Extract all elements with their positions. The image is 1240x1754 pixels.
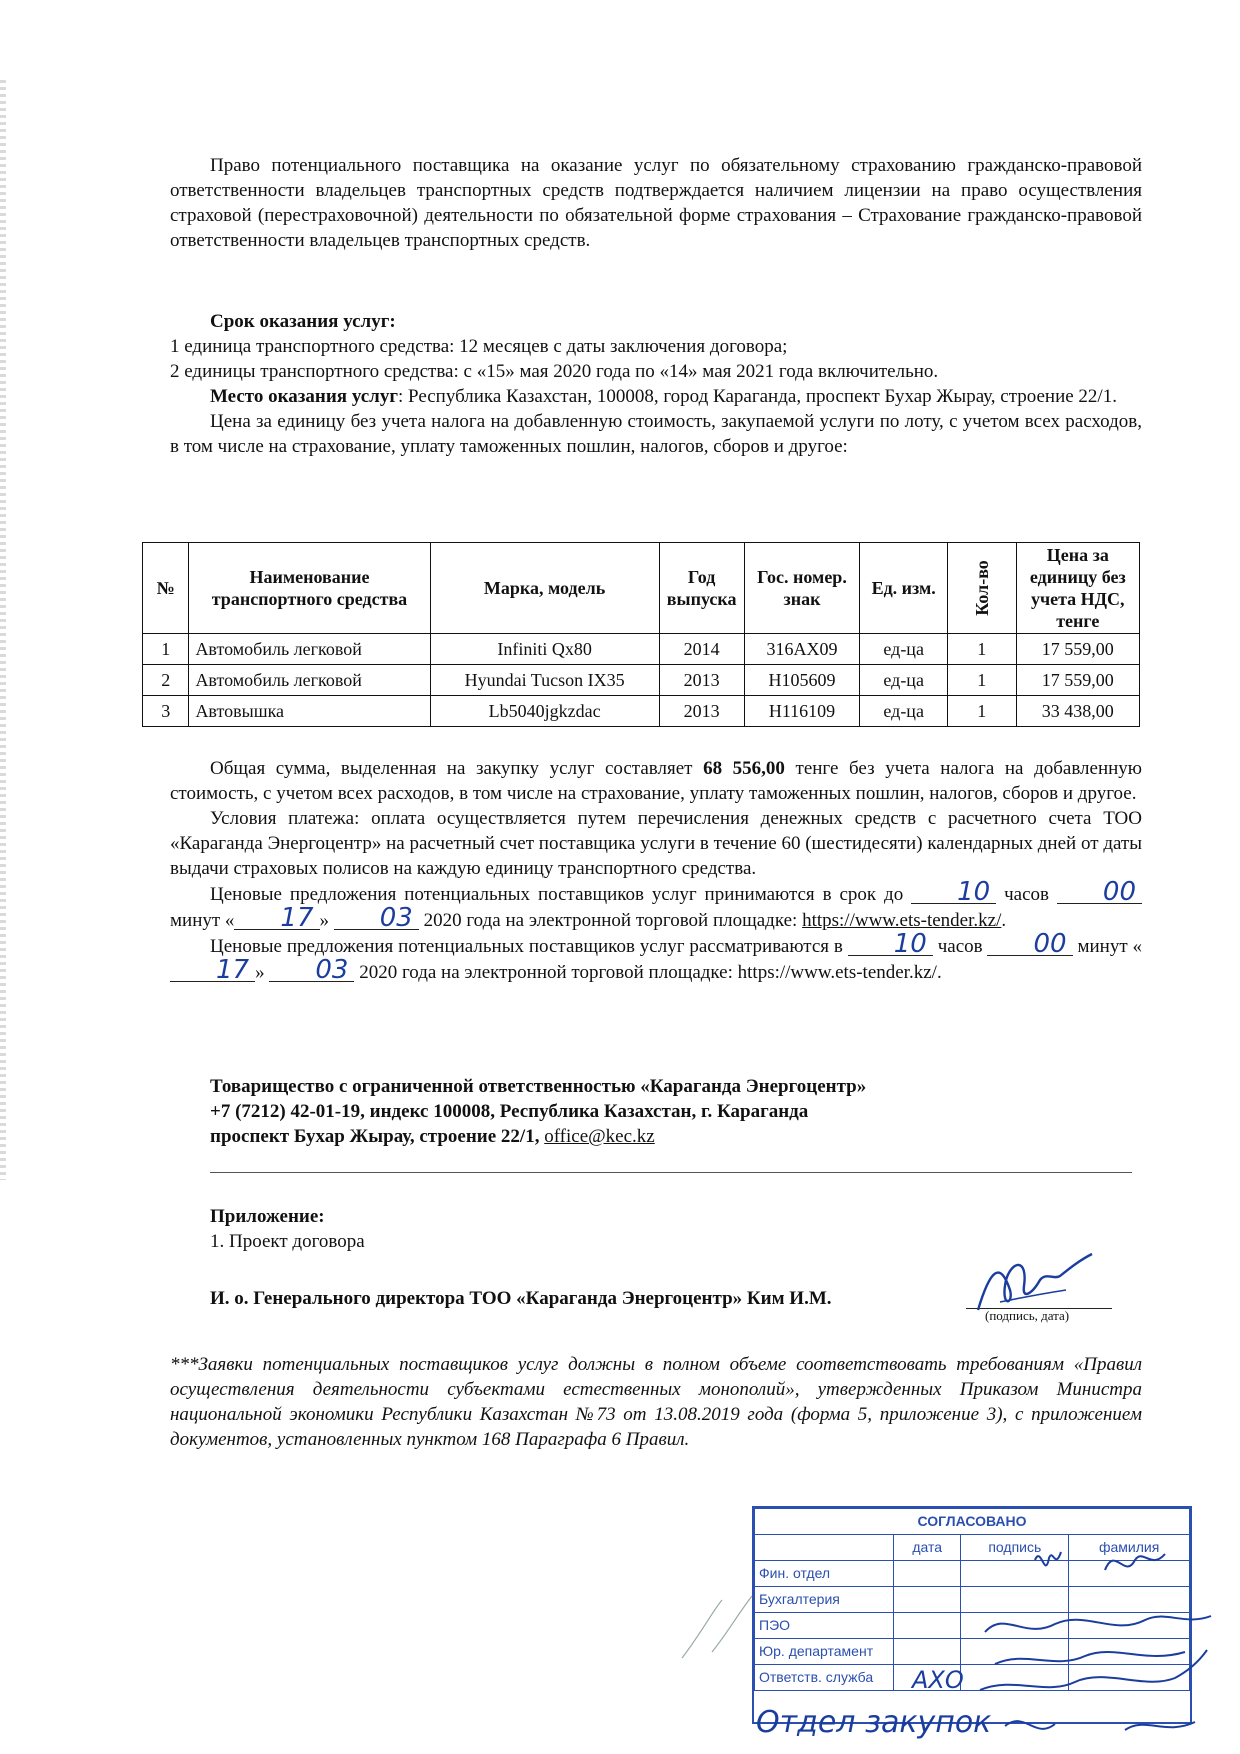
stamp-col-surname: фамилия [1069, 1535, 1190, 1561]
divider-line [210, 1172, 1132, 1173]
cell-unit: ед-ца [860, 696, 948, 727]
term-line-1: 1 единица транспортного средства: 12 месяцев с даты заключения договора; [170, 336, 788, 357]
cell-quantity: 1 [947, 665, 1016, 696]
company-address-text: проспект Бухар Жырау, строение 22/1, [210, 1126, 540, 1147]
header-vehicle-name: Наименование транспортного средства [189, 543, 430, 634]
cell-year: 2014 [659, 634, 744, 665]
review-minute: 00 [987, 933, 1072, 956]
deadline-text-1: Ценовые предложения потенциальных поставщиков услуг принимаются в срок до [210, 884, 904, 905]
cell-vehicle-name: Автомобиль легковой [189, 634, 430, 665]
vehicles-table [142, 542, 1140, 727]
attachment-item: 1. Проект договора [210, 1231, 365, 1252]
header-year: Год выпуска [659, 543, 744, 634]
total-amount: 68 556,00 [703, 758, 785, 779]
cell-number: 3 [143, 696, 189, 727]
footnote: ***Заявки потенциальных поставщиков услуг должны в полном объеме соответствовать требованиям «Правил осуществления деятельности субъектами естественных монополий», утвержденных Приказом Министра национальной экономики Республики Казахстан №73 от 13.08.2019 года (форма 5, приложение 3), с приложением документов, установленных пунктом 168 Параграфа 6 Правил. [170, 1354, 1142, 1450]
header-unit: Ед. изм. [860, 543, 948, 634]
deadline-text-3: минут « [170, 910, 235, 931]
cell-vehicle-name: Автовышка [189, 696, 430, 727]
stamp-row-label: Бухгалтерия [755, 1587, 894, 1613]
cell-unit-price: 17 559,00 [1016, 665, 1139, 696]
deadline-text-2: часов [1004, 884, 1050, 905]
review-text-1: Ценовые предложения потенциальных поставщиков услуг рассматриваются в [210, 936, 843, 957]
place-text: : Республика Казахстан, 100008, город Караганда, проспект Бухар Жырау, строение 22/1. [397, 386, 1117, 407]
review-text-4: » [255, 962, 265, 983]
approval-signatures [975, 1540, 1215, 1750]
cell-model: Lb5040jgkzdac [430, 696, 659, 727]
table-row [143, 665, 1140, 696]
cell-unit: ед-ца [860, 665, 948, 696]
table-body [143, 634, 1140, 727]
header-unit-price: Цена за единицу без учета НДС, тенге [1016, 543, 1139, 634]
table-row [143, 634, 1140, 665]
stamp-row-label: Ответств. служба [755, 1665, 894, 1691]
review-url[interactable]: https://www.ets-tender.kz/ [737, 962, 937, 983]
deadline-end: . [1001, 910, 1007, 931]
table-row [143, 696, 1140, 727]
stamp-row-label: Фин. отдел [755, 1561, 894, 1587]
handwritten-procurement: Отдел закупок [756, 1705, 992, 1740]
cell-plate: 316AX09 [744, 634, 860, 665]
cell-unit-price: 33 438,00 [1016, 696, 1139, 727]
deadline-day: 17 [234, 907, 319, 930]
cell-year: 2013 [659, 665, 744, 696]
review-text-3: минут « [1077, 936, 1142, 957]
cell-unit-price: 17 559,00 [1016, 634, 1139, 665]
director-signature [970, 1250, 1100, 1320]
header-quantity [947, 543, 1016, 634]
deadline-month: 03 [334, 907, 419, 930]
stamp-title: СОГЛАСОВАНО [755, 1509, 1190, 1535]
deadline-text-4: » [319, 910, 330, 931]
total-after: тенге без учета налога на добавленную стоимость, с учетом всех расходов, в том числе на страхование, уплату таможенных пошлин, налогов, сборов и другое. [170, 758, 1143, 804]
stamp-col-date: дата [894, 1535, 961, 1561]
review-day: 17 [170, 959, 255, 982]
company-name: Товарищество с ограниченной ответственностью «Караганда Энергоцентр» [210, 1076, 867, 1097]
payment-paragraph: Условия платежа: оплата осуществляется путем перечисления денежных средств с расчетного счета ТОО «Караганда Энергоцентр» на расчетный счет поставщика услуги в течение 60 (шестидесяти) календарных дней от даты выдачи страховых полисов на каждую единицу транспортного средства. [170, 808, 1142, 879]
term-line-2: 2 единицы транспортного средства: с «15» мая 2020 года по «14» мая 2021 года включительно. [170, 361, 939, 382]
faint-pencil-mark [672, 1592, 762, 1662]
price-intro: Цена за единицу без учета налога на добавленную стоимость, закупаемой услуги по лоту, с учетом всех расходов, в том числе на страхование, уплату таможенных пошлин, налогов, сборов и другое: [170, 411, 1142, 457]
service-term-section [170, 309, 1142, 459]
table-header-row [143, 543, 1140, 634]
term-heading: Срок оказания услуг: [210, 311, 396, 332]
attachment-block [210, 1204, 1130, 1254]
header-plate: Гос. номер. знак [744, 543, 860, 634]
intro-paragraph: Право потенциального поставщика на оказание услуг по обязательному страхованию гражданско-правовой ответственности владельцев транспортных средств подтверждается наличием лицензии на право осуществления страховой (перестраховочной) деятельности по обязательной форме страхования – Страхование гражданско-правовой ответственности владельцев транспортных средств. [170, 155, 1142, 251]
cell-plate: H116109 [744, 696, 860, 727]
signatory-line: И. о. Генерального директора ТОО «Караганда Энергоцентр» Ким И.М. [210, 1288, 832, 1309]
attachment-heading: Приложение: [210, 1206, 325, 1227]
stamp-corner [755, 1535, 894, 1561]
deadline-hour: 10 [911, 881, 996, 904]
cell-unit: ед-ца [860, 634, 948, 665]
review-paragraph [170, 929, 1142, 985]
review-text-5: 2020 года на электронной торговой площадке: [359, 962, 733, 983]
deadline-minute: 00 [1057, 881, 1142, 904]
cell-year: 2013 [659, 696, 744, 727]
cell-quantity: 1 [947, 634, 1016, 665]
review-hour: 10 [848, 933, 933, 956]
review-text-2: часов [937, 936, 983, 957]
cell-plate: H105609 [744, 665, 860, 696]
cell-vehicle-name: Автомобиль легковой [189, 665, 430, 696]
place-paragraph [170, 384, 1142, 409]
review-month: 03 [269, 959, 354, 982]
header-model: Марка, модель [430, 543, 659, 634]
total-paragraph [170, 756, 1142, 806]
stamp-row-label: ПЭО [755, 1613, 894, 1639]
signature-caption: (подпись, дата) [985, 1308, 1070, 1323]
cell-number: 1 [143, 634, 189, 665]
company-address [210, 1124, 1130, 1149]
deadline-url-link[interactable]: https://www.ets-tender.kz/ [802, 910, 1002, 931]
scan-edge-artifact [0, 80, 6, 1180]
terms-section [170, 756, 1142, 985]
cell-model: Hyundai Tucson IX35 [430, 665, 659, 696]
total-before: Общая сумма, выделенная на закупку услуг составляет [210, 758, 693, 779]
stamp-row-label: Юр. департамент [755, 1639, 894, 1665]
stamp-col-signature: подпись [961, 1535, 1069, 1561]
cell-quantity: 1 [947, 696, 1016, 727]
header-quantity-label: Кол-во [971, 560, 992, 616]
company-email-link[interactable]: office@kec.kz [544, 1126, 655, 1147]
company-contacts: +7 (7212) 42-01-19, индекс 100008, Республика Казахстан, г. Караганда [210, 1101, 809, 1122]
cell-number: 2 [143, 665, 189, 696]
place-label: Место оказания услуг [210, 386, 398, 407]
cell-model: Infiniti Qx80 [430, 634, 659, 665]
company-block [210, 1074, 1130, 1149]
deadline-paragraph [170, 877, 1142, 933]
header-number: № [143, 543, 189, 634]
handwritten-axo: АХО [912, 1666, 964, 1694]
deadline-text-5: 2020 года на электронной торговой площадке: [423, 910, 798, 931]
review-end: . [936, 962, 942, 983]
